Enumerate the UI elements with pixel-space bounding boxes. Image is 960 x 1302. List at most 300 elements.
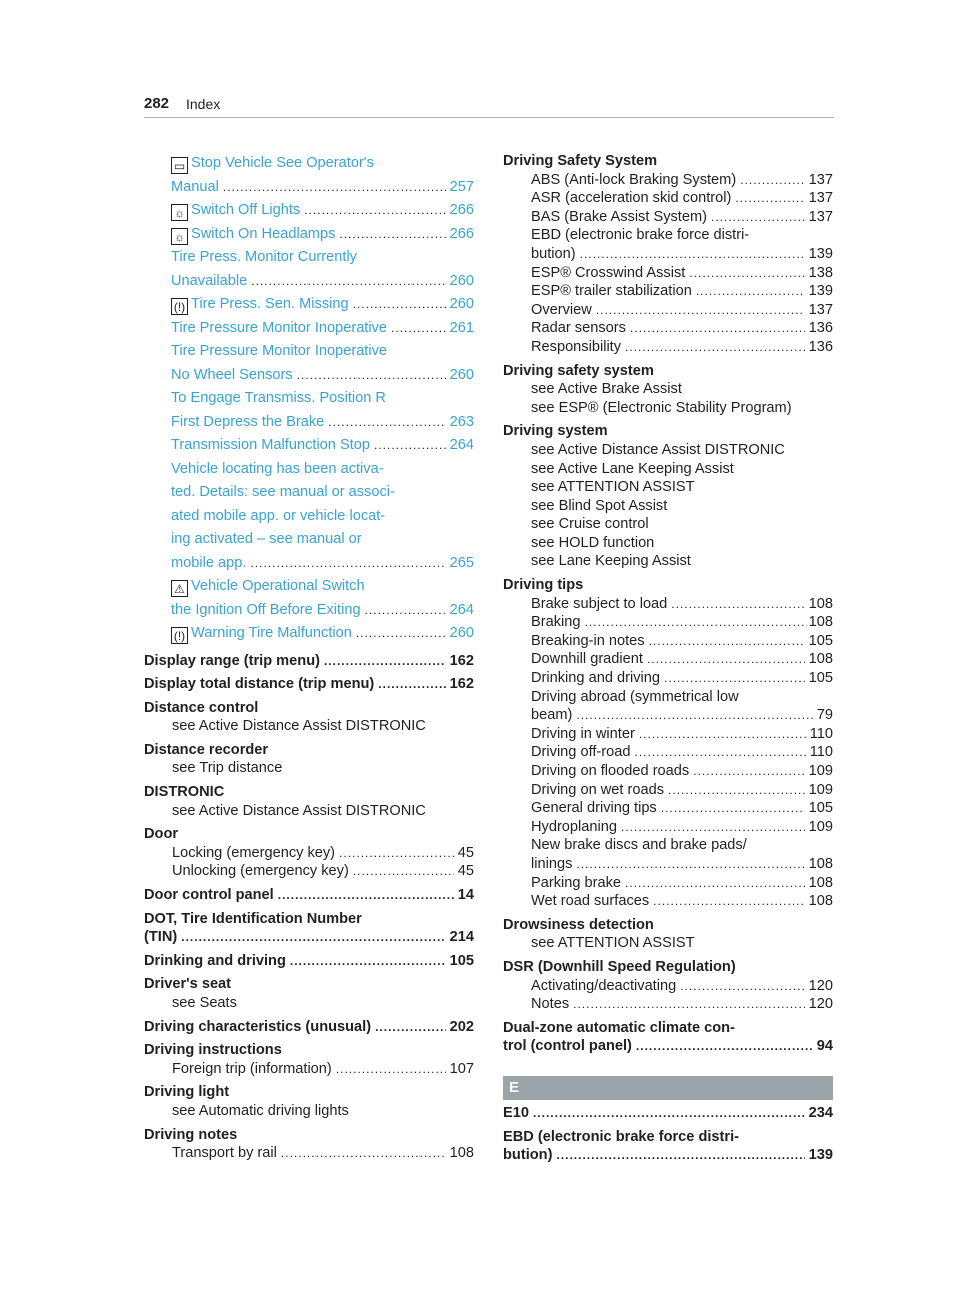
display-message-item[interactable] (144, 575, 474, 622)
page-reference[interactable]: 108 (808, 874, 833, 891)
index-entries-right (503, 152, 833, 1056)
leader-dots (353, 862, 454, 881)
page-reference[interactable]: 94 (816, 1038, 833, 1055)
entry-text: Driving off-road (531, 744, 631, 761)
entry-text: Tire Press. Monitor Currently (171, 249, 357, 265)
entry-label (531, 688, 739, 707)
entry-label (144, 1126, 237, 1145)
section-title: Index (186, 96, 221, 112)
entry-label (171, 176, 219, 200)
leader-dots (339, 223, 445, 247)
entry-text: Unlocking (emergency key) (172, 863, 349, 880)
index-line (144, 622, 474, 646)
entry-label (172, 994, 237, 1013)
page-reference[interactable]: 45 (457, 844, 474, 861)
entry-text: No Wheel Sensors (171, 366, 293, 383)
entry-label (531, 762, 689, 781)
sub-entry (144, 759, 474, 778)
sub-entry (503, 264, 833, 283)
entry-text: see Cruise control (531, 516, 649, 533)
leader-dots (556, 1146, 804, 1165)
leader-dots (625, 338, 805, 357)
entry-text: General driving tips (531, 800, 657, 817)
entry-label (531, 706, 572, 725)
entry-label (531, 264, 685, 283)
entry-label (144, 886, 274, 905)
page-reference[interactable]: 214 (449, 929, 474, 946)
leader-dots (336, 1060, 446, 1079)
entry-label (171, 622, 352, 646)
entry-label (531, 669, 660, 688)
entry-text: New brake discs and brake pads/ (531, 837, 747, 854)
index-line (503, 1019, 833, 1038)
sub-entry (503, 441, 833, 460)
entry-label (531, 818, 617, 837)
entry-text: trol (control panel) (503, 1038, 632, 1055)
entry-label (531, 799, 657, 818)
entry-text: Display range (trip menu) (144, 652, 320, 669)
entry-label (144, 1083, 229, 1102)
page-reference[interactable]: 79 (816, 707, 833, 724)
page-reference[interactable]: 45 (457, 863, 474, 880)
entry-label (171, 411, 324, 435)
index-line (144, 599, 474, 623)
entry-text: mobile app. (171, 554, 247, 571)
sub-entry (503, 399, 833, 418)
page-reference[interactable]: 137 (808, 190, 833, 207)
index-line (144, 528, 474, 552)
entry-text: Hydroplaning (531, 818, 617, 835)
sub-entry (503, 892, 833, 911)
leader-dots (304, 199, 445, 223)
index-entry (144, 1083, 474, 1120)
entry-label (144, 825, 178, 844)
page-reference[interactable]: 266 (449, 202, 474, 218)
entry-label (531, 613, 580, 632)
entry-label (531, 781, 664, 800)
entry-label (531, 226, 749, 245)
entry-label (171, 434, 370, 458)
page-reference[interactable]: 136 (808, 320, 833, 337)
leader-dots (693, 762, 804, 781)
entry-text: ASR (acceleration skid control) (531, 190, 732, 207)
leader-dots (281, 1144, 446, 1163)
sub-entry (503, 380, 833, 399)
entry-text: Responsibility (531, 338, 622, 355)
page-reference[interactable]: 139 (808, 245, 833, 262)
entry-text: EBD (electronic brake force distri- (503, 1128, 740, 1145)
index-line (144, 552, 474, 576)
entry-label (503, 362, 654, 381)
entry-label (531, 282, 692, 301)
entry-text: Door (144, 826, 179, 843)
index-line (144, 1018, 474, 1037)
entry-label (171, 458, 384, 482)
entry-text: Driver's seat (144, 976, 232, 993)
entry-label (144, 910, 362, 929)
entry-text: Tire Pressure Monitor Inoperative (171, 343, 388, 359)
leader-dots (278, 886, 454, 905)
display-message-item[interactable] (144, 317, 474, 341)
page-reference[interactable]: 14 (457, 887, 474, 904)
sub-entry (503, 934, 833, 953)
page-reference[interactable]: 108 (449, 1145, 474, 1162)
index-entries-e (503, 1104, 833, 1165)
entry-text: Transport by rail (172, 1145, 277, 1162)
index-line (144, 293, 474, 317)
entry-label (531, 977, 676, 996)
display-message-item[interactable] (144, 340, 474, 387)
leader-dots (711, 208, 805, 227)
leader-dots (625, 874, 805, 893)
page-reference[interactable]: 107 (449, 1060, 474, 1077)
page-reference[interactable]: 266 (449, 225, 474, 242)
leader-dots (664, 669, 805, 688)
entry-text: Driving abroad (symmetrical low (531, 688, 739, 705)
entry-text: Radar sensors (531, 320, 626, 337)
sub-entry (503, 245, 833, 264)
page-reference[interactable]: 109 (808, 781, 833, 798)
sub-entry (503, 208, 833, 227)
leader-dots (324, 652, 446, 671)
page-number: 282 (144, 95, 170, 112)
leader-dots (740, 171, 804, 190)
entry-label (144, 783, 224, 802)
display-message-item[interactable] (144, 152, 474, 199)
page-reference[interactable]: 109 (808, 818, 833, 835)
entry-label (171, 528, 362, 552)
entry-text: DISTRONIC (144, 784, 225, 801)
page-reference[interactable]: 108 (808, 595, 833, 612)
page-reference[interactable]: 110 (809, 744, 833, 761)
page-reference[interactable]: 105 (808, 632, 833, 649)
sub-entry (503, 171, 833, 190)
index-line (503, 958, 833, 977)
leader-dots (584, 613, 804, 632)
display-message-item[interactable] (144, 458, 474, 576)
leader-dots (621, 818, 805, 837)
entry-label (144, 675, 374, 694)
sub-entry (503, 338, 833, 357)
entry-label (144, 699, 258, 718)
page-reference[interactable]: 136 (808, 338, 833, 355)
entry-label (171, 246, 357, 270)
leader-dots (374, 434, 446, 458)
page-reference[interactable]: 108 (808, 893, 833, 910)
page-reference[interactable]: 263 (449, 413, 474, 430)
entry-text: Warning Tire Malfunction (191, 625, 352, 641)
leader-dots (671, 595, 804, 614)
leader-dots (653, 892, 804, 911)
entry-label (531, 934, 695, 953)
entry-label (531, 399, 792, 418)
sub-entry (503, 497, 833, 516)
entry-label (144, 1018, 371, 1037)
page-reference[interactable]: 162 (449, 652, 474, 669)
entry-text: Locking (emergency key) (172, 844, 336, 861)
entry-text: bution) (531, 245, 576, 262)
entry-text: DSR (Downhill Speed Regulation) (503, 958, 736, 975)
display-message-item[interactable] (144, 223, 474, 247)
page-reference[interactable]: 110 (809, 725, 833, 742)
leader-dots (636, 1037, 813, 1056)
sub-entry (503, 688, 833, 707)
entry-text: bution) (503, 1147, 553, 1164)
sub-entry (503, 818, 833, 837)
entry-label (503, 576, 583, 595)
display-messages-list (144, 152, 474, 646)
page-reference[interactable]: 105 (449, 952, 474, 969)
display-message-item[interactable] (144, 293, 474, 317)
leader-dots (223, 176, 446, 200)
entry-text: Parking brake (531, 874, 622, 891)
index-line (144, 886, 474, 905)
entry-text: Driving safety system (503, 362, 654, 379)
index-entry (503, 1019, 833, 1056)
display-message-item[interactable] (144, 246, 474, 293)
index-entry (144, 886, 474, 905)
sub-entry (503, 650, 833, 669)
sub-entry (503, 301, 833, 320)
page-reference[interactable]: 105 (808, 670, 833, 687)
page-reference[interactable]: 260 (449, 272, 474, 289)
entry-text: Brake subject to load (531, 595, 668, 612)
entry-text: see Active Distance Assist DISTRONIC (531, 441, 785, 458)
leader-dots (576, 855, 804, 874)
page-reference[interactable]: 202 (449, 1018, 474, 1035)
entry-label (503, 422, 608, 441)
index-line (503, 1128, 833, 1147)
leader-dots (696, 282, 805, 301)
entry-label (531, 460, 734, 479)
entry-text: Driving Safety System (503, 153, 658, 169)
e-column (503, 1104, 833, 1165)
entry-text: see Trip distance (172, 760, 283, 777)
entry-text: see ATTENTION ASSIST (531, 935, 695, 952)
page-reference[interactable]: 162 (449, 676, 474, 693)
index-line (144, 199, 474, 223)
display-message-item[interactable] (144, 434, 474, 458)
page-reference[interactable]: 137 (808, 208, 833, 225)
entry-label (531, 650, 643, 669)
page-reference[interactable]: 120 (808, 996, 833, 1013)
page-reference[interactable]: 234 (808, 1105, 833, 1121)
entry-label (531, 892, 649, 911)
index-line (503, 1146, 833, 1165)
entry-text: Manual (171, 178, 219, 195)
entry-label (171, 387, 386, 411)
entry-text: Distance control (144, 699, 259, 716)
index-entry (144, 825, 474, 881)
page-reference[interactable]: 264 (449, 601, 474, 618)
page-reference[interactable]: 260 (449, 625, 474, 641)
page-reference[interactable]: 137 (808, 171, 833, 188)
page-reference[interactable]: 109 (808, 763, 833, 779)
entry-text: Overview (531, 301, 592, 318)
page-reference[interactable]: 108 (808, 651, 833, 668)
page-reference[interactable]: 137 (808, 301, 833, 318)
entry-label (172, 802, 426, 821)
sub-entry (503, 189, 833, 208)
display-message-item[interactable] (144, 199, 474, 223)
page-reference[interactable]: 257 (449, 178, 474, 195)
leader-dots (647, 650, 805, 669)
entry-text: EBD (electronic brake force distri- (531, 227, 750, 244)
entry-text: Stop Vehicle See Operator's (191, 155, 374, 171)
index-line (144, 411, 474, 435)
sub-entry (503, 995, 833, 1014)
entry-text: Foreign trip (information) (172, 1060, 332, 1077)
entry-text: First Depress the Brake (171, 413, 325, 430)
entry-label (531, 855, 572, 874)
page-reference[interactable]: 139 (808, 283, 833, 300)
page-reference[interactable]: 108 (808, 614, 833, 631)
index-line (503, 916, 833, 935)
entry-text: ing activated – see manual or (171, 531, 362, 547)
entry-text: Vehicle locating has been activa- (171, 460, 384, 477)
display-message-item[interactable] (144, 387, 474, 434)
index-entry (503, 152, 833, 357)
leader-dots (251, 270, 445, 294)
entry-text: Dual-zone automatic climate con- (503, 1019, 735, 1036)
sub-entry (503, 706, 833, 725)
entry-text: see Active Lane Keeping Assist (531, 460, 734, 477)
entry-label (172, 1060, 332, 1079)
index-entry (144, 910, 474, 947)
entry-label (171, 340, 387, 364)
index-entry (144, 741, 474, 778)
leader-dots (630, 319, 805, 338)
tire-pressure-icon: (!) (171, 627, 188, 644)
leader-dots (391, 317, 446, 341)
entry-label (171, 552, 246, 576)
sub-entry (503, 552, 833, 571)
sub-entry (503, 836, 833, 855)
display-message-item[interactable] (144, 622, 474, 646)
entry-label (171, 270, 247, 294)
sub-entry (503, 460, 833, 479)
entry-text: ated mobile app. or vehicle locat- (171, 507, 386, 524)
entry-text: (TIN) (144, 929, 178, 946)
entry-text: BAS (Brake Assist System) (531, 208, 707, 225)
entry-text: Driving on flooded roads (531, 763, 690, 779)
entry-label (144, 652, 320, 671)
page-reference[interactable]: 138 (808, 264, 833, 281)
entry-label (503, 152, 657, 171)
entry-label (172, 862, 349, 881)
leader-dots (596, 301, 805, 320)
sub-entry (144, 717, 474, 736)
index-entry (144, 975, 474, 1012)
sub-entry (503, 319, 833, 338)
tire-pressure-icon: (!) (171, 298, 188, 315)
entry-label (171, 152, 374, 176)
index-entry (144, 952, 474, 971)
page-reference[interactable]: 261 (449, 319, 474, 336)
page-reference[interactable]: 105 (808, 800, 833, 817)
leader-dots (356, 622, 446, 646)
entry-text: Braking (531, 614, 581, 631)
page-reference[interactable]: 265 (449, 554, 474, 571)
entry-label (531, 319, 626, 338)
index-entry (503, 576, 833, 911)
index-line (144, 1041, 474, 1060)
entry-text: E10 (503, 1105, 529, 1121)
entry-text: Driving instructions (144, 1042, 282, 1059)
leader-dots (375, 1018, 446, 1037)
entry-label (171, 364, 293, 388)
page-reference[interactable]: 260 (449, 366, 474, 383)
page-reference[interactable]: 260 (449, 296, 474, 312)
entry-label (171, 223, 335, 247)
page-reference[interactable]: 139 (808, 1147, 833, 1164)
entry-text: Driving light (144, 1084, 230, 1101)
right-column (503, 152, 833, 1056)
page-reference[interactable]: 108 (808, 855, 833, 872)
entry-text: see Active Distance Assist DISTRONIC (172, 718, 426, 735)
index-line (503, 422, 833, 441)
entry-label (171, 199, 300, 223)
leader-dots (365, 599, 446, 623)
entry-text: Switch Off Lights (191, 202, 301, 218)
light-icon: ☼ (171, 204, 188, 221)
index-line (144, 387, 474, 411)
sub-entry (144, 1060, 474, 1079)
page-header (144, 95, 834, 118)
index-line (144, 340, 474, 364)
index-entry (144, 1126, 474, 1163)
index-entry (144, 699, 474, 736)
leader-dots (680, 977, 804, 996)
index-line (144, 910, 474, 929)
entry-label (144, 952, 286, 971)
entry-label (503, 958, 736, 977)
leader-dots (181, 928, 445, 947)
index-line (144, 317, 474, 341)
entry-label (144, 928, 177, 947)
entry-text: see HOLD function (531, 534, 655, 551)
entry-text: Driving in winter (531, 725, 635, 742)
leader-dots (668, 781, 805, 800)
leader-dots (533, 1104, 805, 1123)
page-reference[interactable]: 264 (449, 437, 474, 453)
entry-label (531, 245, 576, 264)
entry-text: see Lane Keeping Assist (531, 553, 691, 570)
entry-text: Drowsiness detection (503, 916, 654, 933)
index-line (144, 270, 474, 294)
index-line (144, 223, 474, 247)
entry-label (171, 317, 387, 341)
sub-entry (503, 781, 833, 800)
page-reference[interactable]: 120 (808, 977, 833, 994)
index-line (144, 825, 474, 844)
entry-label (172, 844, 335, 863)
sub-entry (144, 1144, 474, 1163)
entry-label (531, 874, 621, 893)
entry-label (172, 759, 282, 778)
index-entry (503, 916, 833, 953)
entry-text: Notes (531, 996, 570, 1013)
entry-label (503, 1128, 739, 1147)
leader-dots (576, 706, 812, 725)
entry-label (503, 1146, 552, 1165)
index-line (503, 1104, 833, 1123)
entry-label (531, 595, 667, 614)
index-line (144, 434, 474, 458)
leader-dots (573, 995, 805, 1014)
index-line (144, 783, 474, 802)
entry-text: Door control panel (144, 887, 274, 904)
